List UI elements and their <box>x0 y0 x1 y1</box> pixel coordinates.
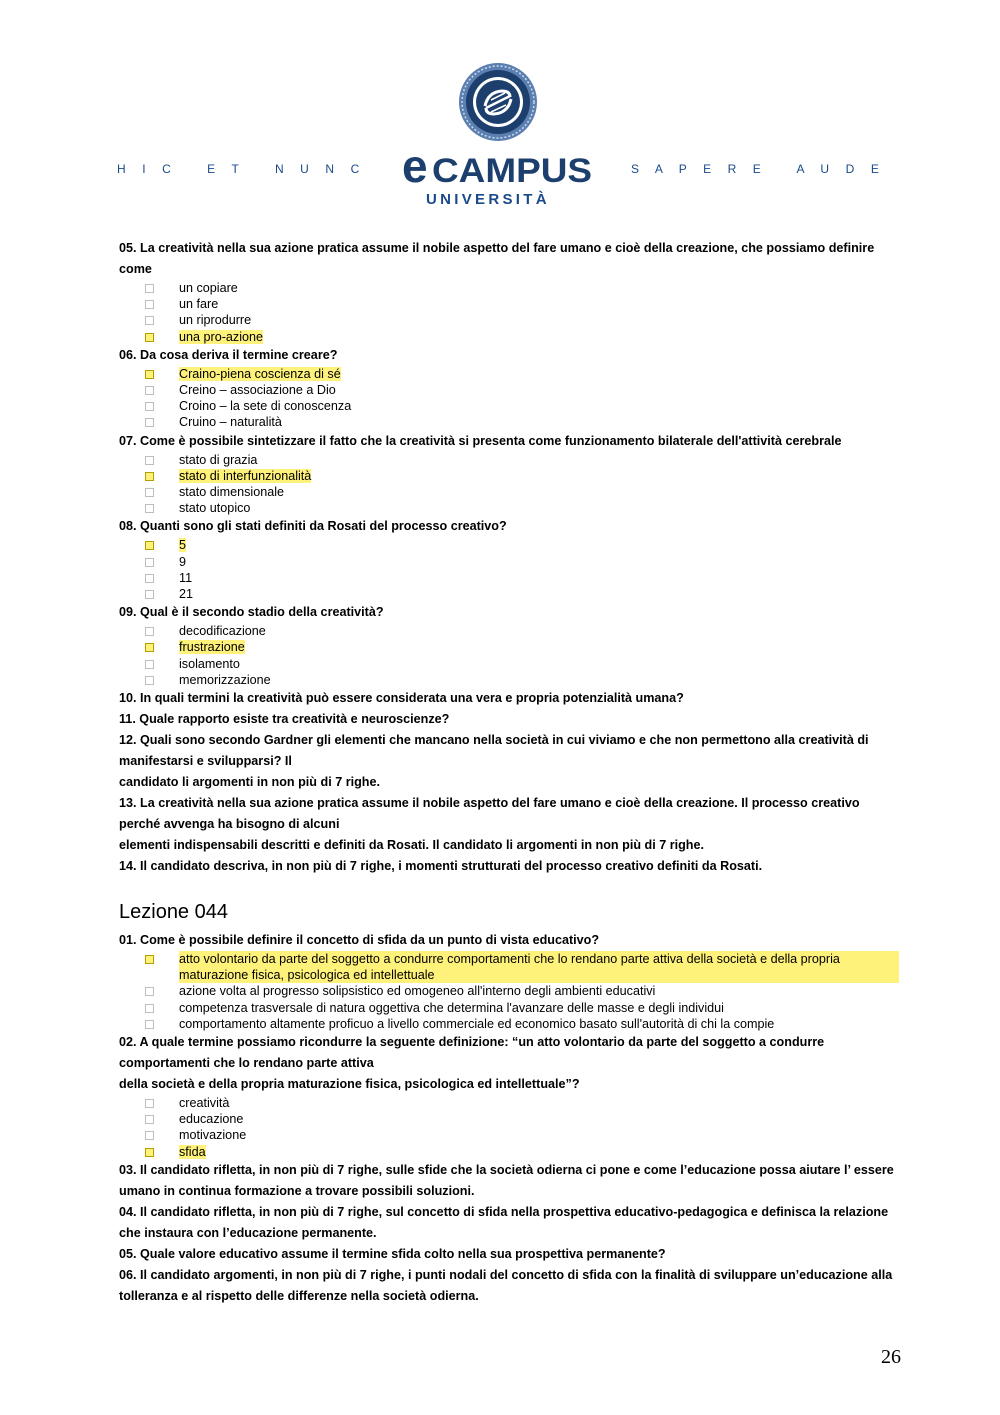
question-03: 03. Il candidato rifletta, in non più di 7 righe, sulle sfide che la società odierna ci pone e come l’educazione possa aiutare l’ essere umano in continua formazione a trovare possibili soluzioni. <box>119 1162 894 1198</box>
question-12: 12. Quali sono secondo Gardner gli elementi che mancano nella società in cui viviamo e che non permettono alla creatività di manifestarsi e svilupparsi? Il <box>119 733 869 769</box>
checkbox-icon[interactable] <box>145 488 154 497</box>
options-list <box>119 537 899 602</box>
question-13-continued: elementi indispensabili descritti e definiti da Rosati. Il candidato li argomenti in non più di 7 righe. <box>119 838 704 853</box>
brand-universita: UNIVERSITÀ <box>426 191 550 208</box>
checkbox-icon[interactable] <box>145 504 154 513</box>
option-item-correct[interactable]: Craino-piena coscienza di sé <box>119 366 899 382</box>
page-number: 26 <box>881 1346 901 1368</box>
checkbox-icon[interactable] <box>145 955 154 964</box>
option-item[interactable]: isolamento <box>119 656 899 672</box>
checkbox-icon[interactable] <box>145 386 154 395</box>
question-04: 04. Il candidato rifletta, in non più di 7 righe, sul concetto di sfida nella prospettiva educativo-pedagogica e definisca la relazione che instaura con l’educazione permanente. <box>119 1204 889 1240</box>
question-13: 13. La creatività nella sua azione pratica assume il nobile aspetto del fare umano e cioè della creazione. Il processo creativo perché avvenga ha bisogno di alcuni <box>119 796 860 832</box>
checkbox-icon[interactable] <box>145 418 154 427</box>
option-item-correct[interactable]: 5 <box>119 537 899 553</box>
question-14: 14. Il candidato descriva, in non più di 7 righe, i momenti strutturati del processo creativo definiti da Rosati. <box>119 859 763 874</box>
option-item[interactable]: stato di grazia <box>119 452 899 468</box>
option-item[interactable]: stato dimensionale <box>119 484 899 500</box>
options-list <box>119 951 899 1032</box>
option-item-correct[interactable]: stato di interfunzionalità <box>119 468 899 484</box>
option-item[interactable]: educazione <box>119 1111 899 1127</box>
options-list <box>119 366 899 431</box>
checkbox-icon[interactable] <box>145 590 154 599</box>
question-02: 02. A quale termine possiamo ricondurre la seguente definizione: “un atto volontario da parte del soggetto a condurre comportamenti che lo rendano parte attiva <box>119 1035 825 1071</box>
checkbox-icon[interactable] <box>145 333 154 342</box>
checkbox-icon[interactable] <box>145 643 154 652</box>
checkbox-icon[interactable] <box>145 541 154 550</box>
checkbox-icon[interactable] <box>145 676 154 685</box>
checkbox-icon[interactable] <box>145 472 154 481</box>
checkbox-icon[interactable] <box>145 402 154 411</box>
option-item-correct[interactable]: frustrazione <box>119 639 899 655</box>
option-item[interactable]: competenza trasversale di natura oggettiva che determina l'avanzare delle masse e degli individui <box>119 1000 899 1016</box>
option-item[interactable]: un riprodurre <box>119 312 899 328</box>
checkbox-icon[interactable] <box>145 370 154 379</box>
question-06: 06. Il candidato argomenti, in non più di 7 righe, i punti nodali del concetto di sfida con la finalità di sviluppare un’educazione alla tolleranza e al rispetto delle differenze nella società odierna. <box>119 1267 893 1303</box>
option-item[interactable]: azione volta al progresso solipsistico ed omogeneo all'interno degli ambienti educativi <box>119 983 899 999</box>
option-item[interactable]: Creino – associazione a Dio <box>119 382 899 398</box>
question-10: 10. In quali termini la creatività può essere considerata una vera e propria potenzialità umana? <box>119 691 684 706</box>
checkbox-icon[interactable] <box>145 300 154 309</box>
question-08: 08. Quanti sono gli stati definiti da Rosati del processo creativo? <box>119 519 507 534</box>
checkbox-icon[interactable] <box>145 574 154 583</box>
option-item[interactable]: 21 <box>119 586 899 602</box>
question-02-continued: della società e della propria maturazione fisica, psicologica ed intellettuale”? <box>119 1077 580 1092</box>
checkbox-icon[interactable] <box>145 284 154 293</box>
option-item[interactable]: memorizzazione <box>119 672 899 688</box>
checkbox-icon[interactable] <box>145 1020 154 1029</box>
checkbox-icon[interactable] <box>145 987 154 996</box>
motto-hic-et-nunc: H I C E T N U N C <box>117 162 366 176</box>
checkbox-icon[interactable] <box>145 660 154 669</box>
option-item[interactable]: creatività <box>119 1095 899 1111</box>
checkbox-icon[interactable] <box>145 1099 154 1108</box>
question-07: 07. Come è possibile sintetizzare il fatto che la creatività si presenta come funzionamento bilaterale dell'attività cerebrale <box>119 433 842 448</box>
motto-sapere-aude: S A P E R E A U D E <box>631 162 886 176</box>
options-list <box>119 452 899 517</box>
question-09: 09. Qual è il secondo stadio della creatività? <box>119 605 384 620</box>
question-05: 05. La creatività nella sua azione pratica assume il nobile aspetto del fare umano e cioè della creazione, che possiamo definire come <box>119 241 875 276</box>
lesson-title: Lezione 044 <box>119 901 228 924</box>
checkbox-icon[interactable] <box>145 558 154 567</box>
option-item-correct[interactable]: sfida <box>119 1144 899 1160</box>
checkbox-icon[interactable] <box>145 316 154 325</box>
options-list <box>119 623 899 688</box>
brand-e: e <box>402 142 428 192</box>
option-item[interactable]: motivazione <box>119 1127 899 1143</box>
checkbox-icon[interactable] <box>145 1148 154 1157</box>
option-item[interactable]: Cruino – naturalità <box>119 414 899 430</box>
option-item[interactable]: un fare <box>119 296 899 312</box>
ecampus-wordmark-logo <box>400 142 600 212</box>
question-11: 11. Quale rapporto esiste tra creatività e neuroscienze? <box>119 712 450 727</box>
option-item-correct[interactable]: una pro-azione <box>119 329 899 345</box>
option-item[interactable]: Croino – la sete di conoscenza <box>119 398 899 414</box>
question-05: 05. Quale valore educativo assume il termine sfida colto nella sua prospettiva permanente? <box>119 1246 666 1261</box>
option-item[interactable]: 11 <box>119 570 899 586</box>
option-item-correct[interactable]: atto volontario da parte del soggetto a condurre comportamenti che lo rendano parte attiva della società e della propria maturazione fisica, psicologica ed intellettuale <box>119 951 899 983</box>
options-list <box>119 280 899 345</box>
option-item[interactable]: comportamento altamente proficuo a livello commerciale ed economico basato sull'autorità di chi la compie <box>119 1016 899 1032</box>
question-01: 01. Come è possibile definire il concetto di sfida da un punto di vista educativo? <box>119 933 600 948</box>
checkbox-icon[interactable] <box>145 1115 154 1124</box>
question-12-continued: candidato li argomenti in non più di 7 righe. <box>119 775 380 790</box>
checkbox-icon[interactable] <box>145 1131 154 1140</box>
checkbox-icon[interactable] <box>145 456 154 465</box>
option-item[interactable]: decodificazione <box>119 623 899 639</box>
brand-campus: CAMPUS <box>432 152 592 190</box>
ecampus-seal-logo <box>458 62 538 142</box>
option-item[interactable]: un copiare <box>119 280 899 296</box>
options-list <box>119 1095 899 1160</box>
option-item[interactable]: stato utopico <box>119 500 899 516</box>
page-content <box>119 238 899 1307</box>
checkbox-icon[interactable] <box>145 627 154 636</box>
checkbox-icon[interactable] <box>145 1004 154 1013</box>
page-header <box>0 0 1000 215</box>
question-06: 06. Da cosa deriva il termine creare? <box>119 347 338 362</box>
option-item[interactable]: 9 <box>119 554 899 570</box>
